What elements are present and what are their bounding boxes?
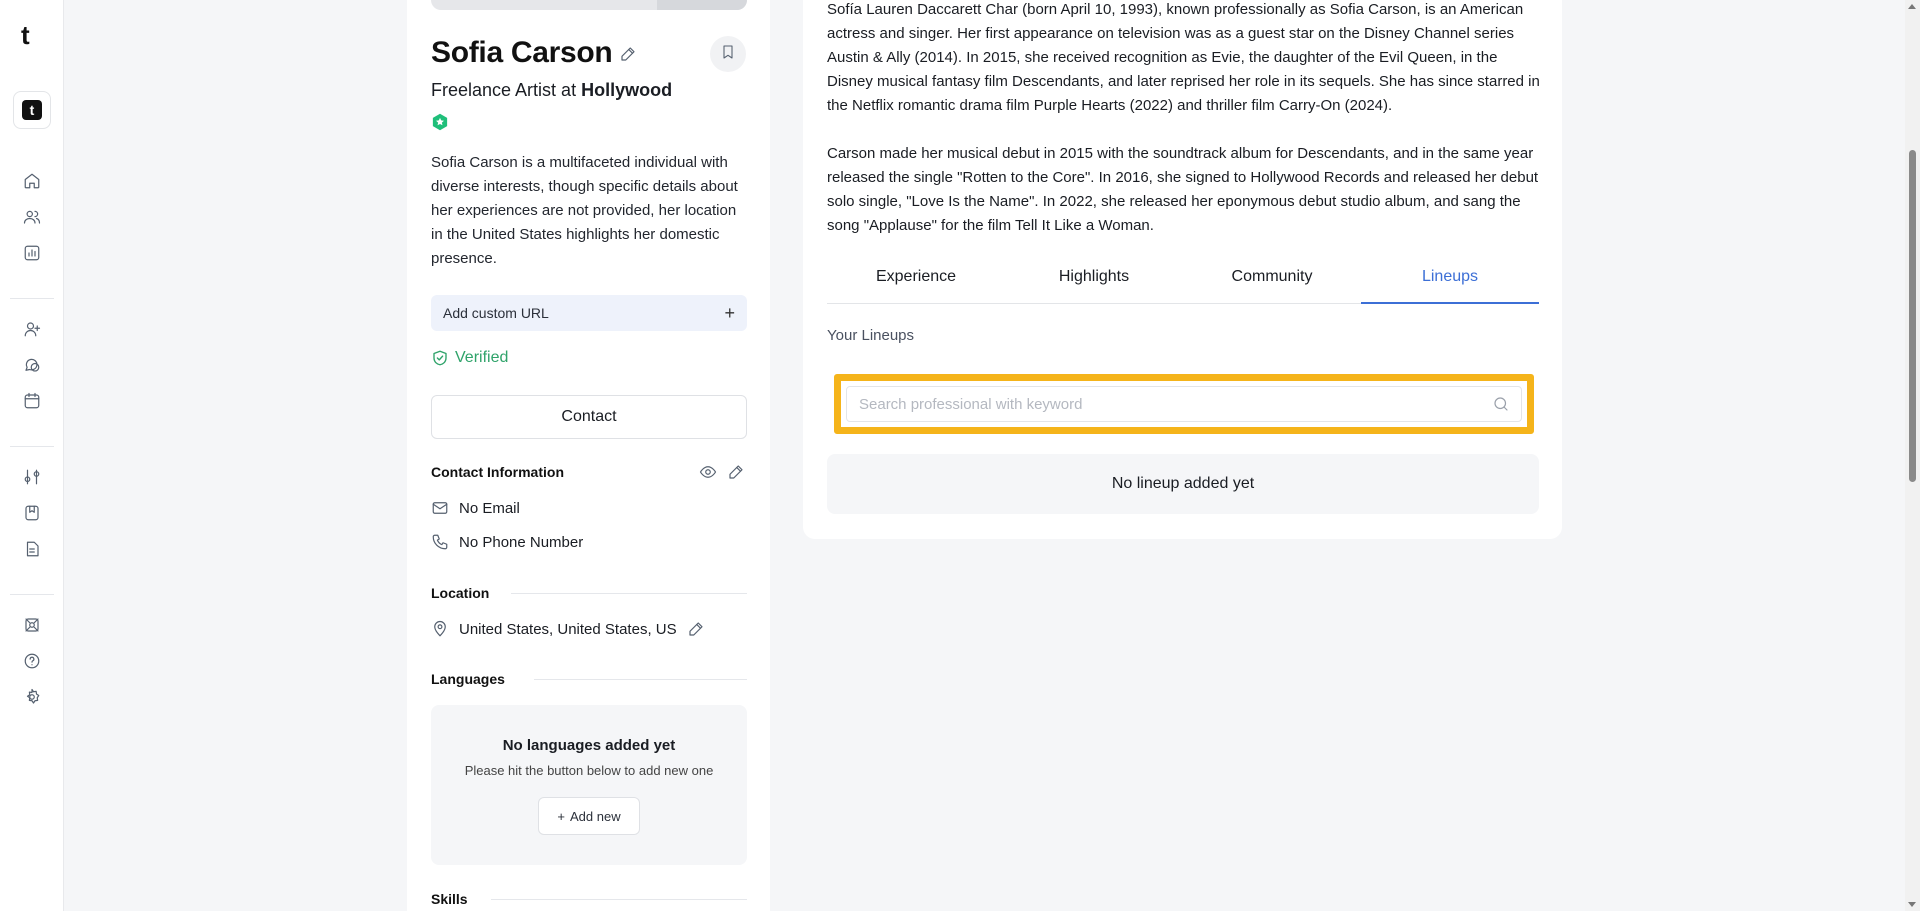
users-icon[interactable] — [21, 206, 43, 228]
phone-row — [431, 533, 583, 551]
tab-community[interactable]: Community — [1231, 268, 1313, 285]
star-badge-icon — [431, 113, 449, 131]
profile-bio: Sofia Carson is a multifaceted individual with diverse interests, though specific details about her experiences are not provided, her location in the United States highlights her domestic presence. — [431, 154, 738, 267]
languages-empty-title: No languages added yet — [502, 737, 676, 754]
tab-experience[interactable]: Experience — [875, 268, 957, 285]
scroll-up-icon[interactable] — [1908, 4, 1916, 9]
home-icon[interactable] — [21, 170, 43, 192]
profile-details-card — [803, 0, 1562, 539]
bookmark-icon[interactable] — [21, 502, 43, 524]
sidebar-divider — [10, 594, 54, 595]
sidebar — [0, 0, 64, 911]
profile-role: Freelance Artist at — [431, 80, 577, 100]
chart-icon[interactable] — [21, 242, 43, 264]
about-section — [827, 0, 1547, 262]
skills-title: Skills — [431, 891, 468, 907]
add-custom-url-button[interactable] — [431, 295, 747, 331]
document-icon[interactable] — [21, 538, 43, 560]
workspace-button[interactable] — [13, 91, 51, 129]
lineups-empty-state: No lineup added yet — [827, 454, 1539, 514]
languages-empty-hint: Please hit the button below to add new one — [464, 763, 714, 778]
search-highlight — [834, 374, 1534, 434]
profile-card — [407, 0, 770, 911]
profile-tabs — [827, 258, 1539, 304]
verified-label: Verified — [455, 349, 509, 366]
add-language-button[interactable] — [538, 797, 640, 835]
phone-icon — [431, 533, 449, 551]
location-title: Location — [431, 585, 490, 601]
contact-info-title: Contact Information — [431, 464, 564, 480]
about-paragraph: Carson made her musical debut in 2015 with the soundtrack album for Descendants, and in the same year released the single "Rotten to the Core". In 2016, she signed to Hollywood Records and released her debut solo single, "Love Is the Name". In 2022, she released her eponymous debut studio album, and sang the song "Applause" for the film Tell It Like a Woman. — [827, 145, 1539, 234]
edit-contact-icon[interactable] — [727, 463, 745, 486]
bookmark-icon — [720, 44, 736, 65]
sidebar-divider — [10, 298, 54, 299]
section-divider — [511, 593, 747, 594]
sidebar-divider — [10, 446, 54, 447]
eye-icon[interactable] — [699, 463, 717, 486]
calendar-icon[interactable] — [21, 390, 43, 412]
email-row — [431, 499, 520, 517]
custom-url-label: Add custom URL — [443, 305, 549, 321]
plus-icon: + — [557, 808, 565, 824]
add-new-label: Add new — [570, 808, 621, 824]
tab-highlights[interactable]: Highlights — [1058, 268, 1130, 285]
languages-title: Languages — [431, 671, 505, 687]
edit-name-icon[interactable] — [619, 45, 637, 63]
location-value: United States, United States, US — [459, 620, 677, 638]
sliders-icon[interactable] — [21, 466, 43, 488]
bookmark-button[interactable] — [710, 36, 746, 72]
tab-lineups[interactable]: Lineups — [1361, 258, 1539, 303]
edit-location-icon[interactable] — [687, 620, 705, 638]
section-divider — [491, 899, 747, 900]
email-value: No Email — [459, 499, 520, 517]
verified-status — [431, 349, 508, 367]
scroll-thumb[interactable] — [1909, 150, 1916, 482]
languages-empty-state — [431, 705, 747, 865]
contact-info-actions — [699, 463, 745, 486]
app-logo[interactable]: t — [21, 20, 30, 50]
location-row — [431, 620, 705, 638]
map-pin-icon — [431, 620, 449, 638]
scroll-down-icon[interactable] — [1908, 902, 1916, 907]
about-paragraph: Sofía Lauren Daccarett Char (born April 10, 1993), known professionally as Sofia Carson, is an American actress and singer. Her first appearance on television was as a guest star on the Disney Channel series Austin & Ally (2014). In 2015, she received recognition as Evie, the daughter of the Evil Queen, in the Disney musical fantasy film Descendants, and later reprised her role in its sequels. She has since starred in the Netflix romantic drama film Purple Hearts (2022) and thriller film Carry-On (2024). — [827, 1, 1540, 114]
add-user-icon[interactable] — [21, 318, 43, 340]
profile-company: Hollywood — [581, 80, 673, 100]
cover-image — [431, 0, 747, 10]
chat-icon[interactable] — [21, 354, 43, 376]
help-icon[interactable] — [21, 650, 43, 672]
profile-name: Sofia Carson — [431, 36, 613, 69]
plus-icon: + — [724, 302, 735, 323]
mail-icon — [431, 499, 449, 517]
search-icon[interactable] — [1492, 395, 1510, 413]
profile-headline — [431, 80, 672, 101]
contact-button[interactable]: Contact — [431, 395, 747, 439]
settings-icon[interactable] — [21, 686, 43, 708]
page-scrollbar[interactable] — [1905, 0, 1920, 911]
your-lineups-label: Your Lineups — [827, 327, 915, 344]
phone-value: No Phone Number — [459, 533, 584, 551]
search-input[interactable] — [846, 386, 1522, 422]
shield-check-icon — [431, 349, 449, 367]
section-divider — [534, 679, 747, 680]
workspace-initial: t — [22, 100, 42, 120]
apps-icon[interactable] — [21, 614, 43, 636]
